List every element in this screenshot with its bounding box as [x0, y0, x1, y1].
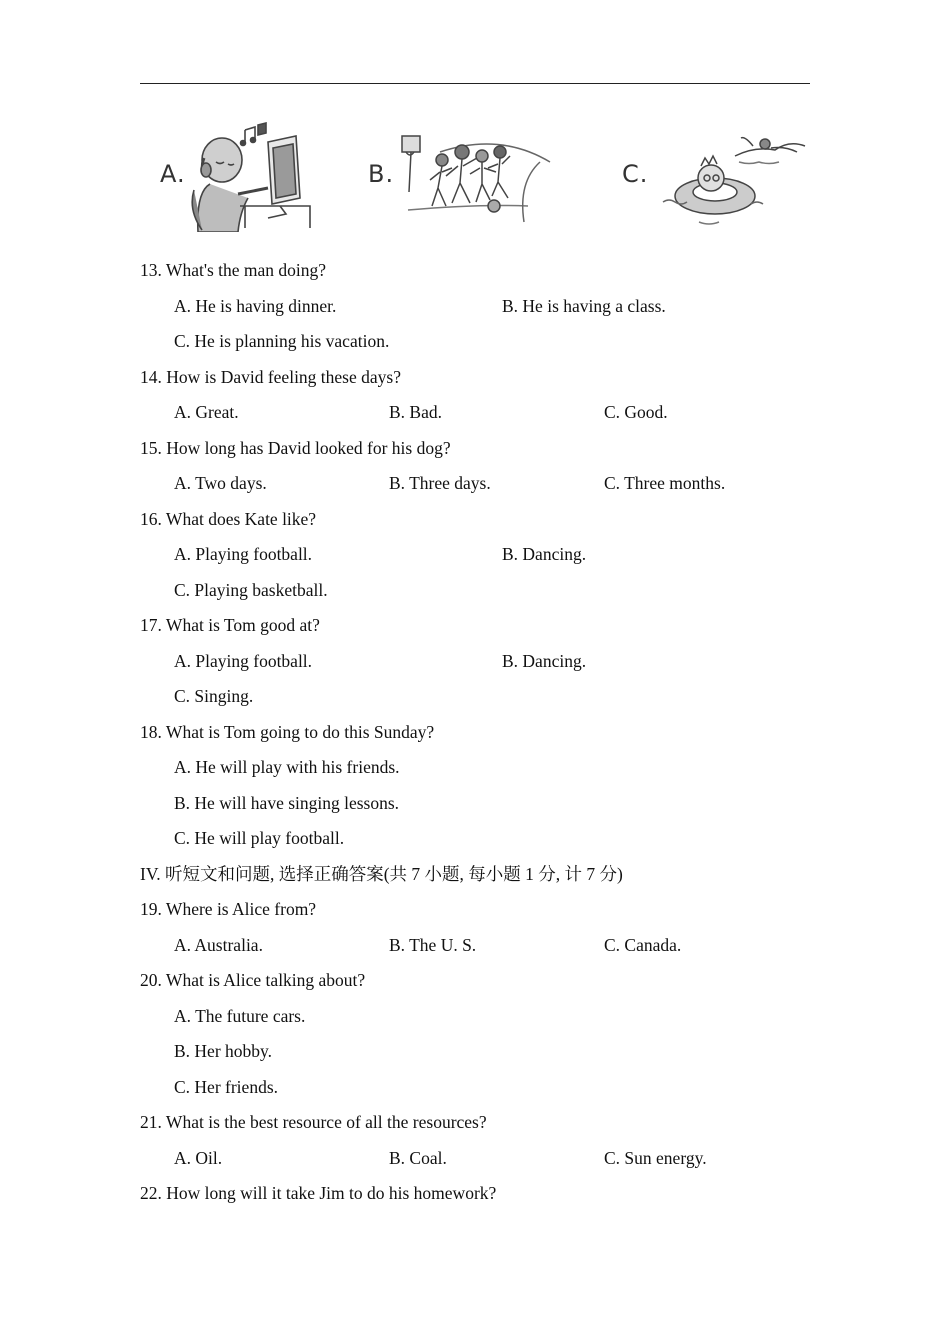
person-at-computer-with-headphones-icon — [190, 122, 315, 232]
option-14-a: A. Great. — [174, 402, 239, 422]
option-16-c: C. Playing basketball. — [174, 580, 328, 600]
option-19-b: B. The U. S. — [389, 935, 477, 955]
option-15-a: A. Two days. — [174, 473, 267, 493]
option-14-c: C. Good. — [604, 402, 668, 422]
question-19: 19. Where is Alice from? — [140, 899, 317, 919]
question-15: 15. How long has David looked for his dog? — [140, 438, 451, 458]
question-14: 14. How is David feeling these days? — [140, 367, 401, 387]
option-18-a: A. He will play with his friends. — [174, 757, 400, 777]
option-13-a: A. He is having dinner. — [174, 296, 337, 316]
option-19-a: A. Australia. — [174, 935, 263, 955]
picture-c-label: C. — [622, 160, 649, 188]
swimming-icon — [655, 122, 810, 232]
section-iv-heading: IV. 听短文和问题, 选择正确答案(共 7 小题, 每小题 1 分, 计 7 分) — [140, 864, 623, 884]
option-21-c: C. Sun energy. — [604, 1148, 707, 1168]
top-rule — [140, 83, 810, 84]
option-20-a: A. The future cars. — [174, 1006, 306, 1026]
question-13: 13. What's the man doing? — [140, 260, 327, 280]
option-20-c: C. Her friends. — [174, 1077, 279, 1097]
question-16: 16. What does Kate like? — [140, 509, 317, 529]
option-16-b: B. Dancing. — [502, 544, 587, 564]
question-21: 21. What is the best resource of all the resources? — [140, 1112, 487, 1132]
option-21-a: A. Oil. — [174, 1148, 223, 1168]
question-17: 17. What is Tom good at? — [140, 615, 320, 635]
question-20: 20. What is Alice talking about? — [140, 970, 366, 990]
option-15-c: C. Three months. — [604, 473, 726, 493]
question-22: 22. How long will it take Jim to do his homework? — [140, 1183, 497, 1203]
option-13-b: B. He is having a class. — [502, 296, 666, 316]
option-19-c: C. Canada. — [604, 935, 682, 955]
option-20-b: B. Her hobby. — [174, 1041, 273, 1061]
option-17-b: B. Dancing. — [502, 651, 587, 671]
kids-playing-basketball-icon — [400, 122, 555, 232]
option-14-b: B. Bad. — [389, 402, 442, 422]
option-21-b: B. Coal. — [389, 1148, 447, 1168]
option-18-c: C. He will play football. — [174, 828, 345, 848]
option-18-b: B. He will have singing lessons. — [174, 793, 400, 813]
option-13-c: C. He is planning his vacation. — [174, 331, 390, 351]
option-16-a: A. Playing football. — [174, 544, 313, 564]
picture-a-label: A. — [160, 160, 186, 188]
picture-b-label: B. — [368, 160, 395, 188]
question-18: 18. What is Tom going to do this Sunday? — [140, 722, 435, 742]
option-17-c: C. Singing. — [174, 686, 254, 706]
option-17-a: A. Playing football. — [174, 651, 313, 671]
option-15-b: B. Three days. — [389, 473, 491, 493]
